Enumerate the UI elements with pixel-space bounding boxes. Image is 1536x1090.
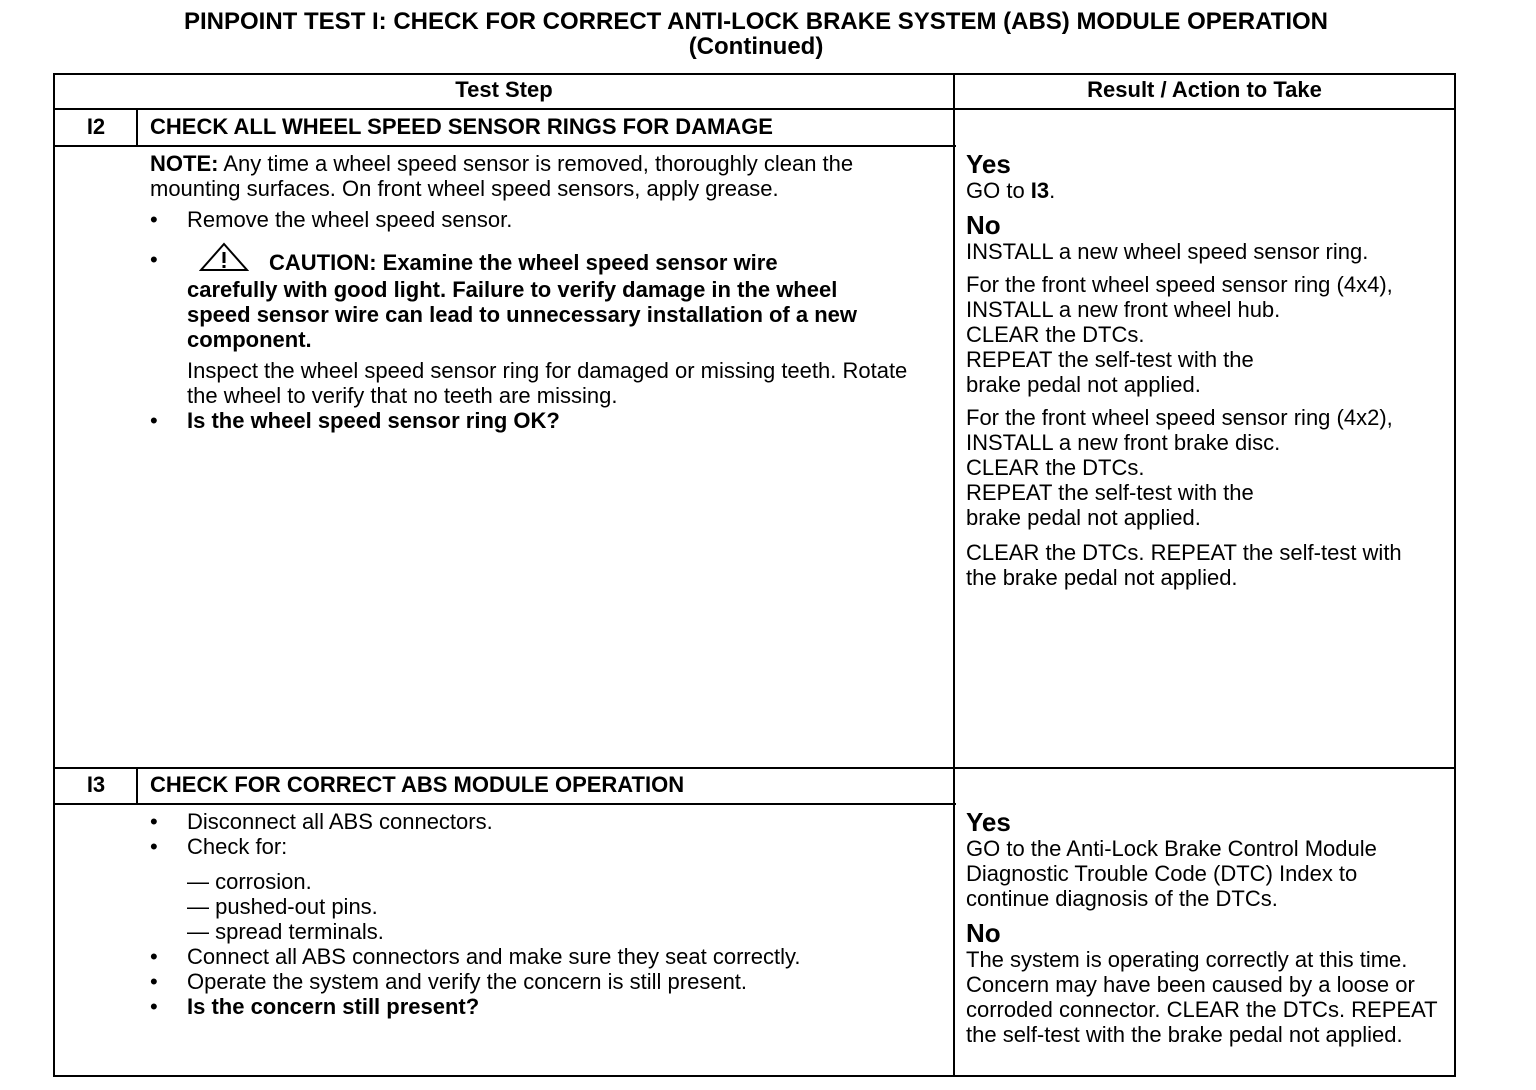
note-text: Any time a wheel speed sensor is removed, thoroughly clean the mounting surfaces. On front wheel speed sensors, apply grease. [150, 151, 854, 201]
list-item [150, 809, 940, 834]
no-action-2d: brake pedal not applied. [966, 372, 1201, 397]
step-i2-body [150, 151, 940, 433]
list-item [150, 408, 940, 433]
no-action-4: CLEAR the DTCs. REPEAT the self-test with the brake pedal not applied. [966, 540, 1402, 590]
step-text: Operate the system and verify the concern is still present. [187, 969, 748, 994]
no-action-2b: CLEAR the DTCs. [966, 322, 1145, 347]
bullet: • [150, 207, 158, 232]
header-test-step: Test Step [455, 77, 553, 102]
note [150, 151, 940, 201]
i3-id-divider [136, 767, 138, 805]
go-to-step-link[interactable]: I3 [1030, 178, 1050, 203]
sub-text: corrosion. [215, 869, 312, 894]
dash: — [187, 894, 209, 919]
step-i3-body [150, 809, 940, 1019]
bullet: • [150, 944, 158, 969]
step-i3-id: I3 [86, 772, 106, 797]
table-border-right [1454, 73, 1456, 1077]
step-text: Remove the wheel speed sensor. [187, 207, 513, 232]
yes-action: GO to the Anti-Lock Brake Control Module Diagnostic Trouble Code (DTC) Index to continue diagnosis of the DTCs. [966, 836, 1377, 911]
yes-label: Yes [966, 807, 1011, 837]
list-item [150, 994, 940, 1019]
note-label: NOTE: [150, 151, 219, 176]
dash: — [187, 869, 209, 894]
sub-text: pushed-out pins. [215, 894, 378, 919]
i3-title-divider [53, 803, 956, 805]
yes-action [966, 178, 1450, 203]
list-item [150, 944, 940, 969]
caution-item [150, 242, 867, 352]
warning-icon [199, 242, 249, 277]
step-text: Connect all ABS connectors and make sure they seat correctly. [187, 944, 801, 969]
step-question: Is the wheel speed sensor ring OK? [187, 408, 560, 433]
yes-go-text: GO to [966, 178, 1031, 203]
no-action-2: For the front wheel speed sensor ring (4x4), INSTALL a new front wheel hub. [966, 272, 1393, 322]
table-border-top [53, 73, 1456, 75]
table-border-bottom [53, 1075, 1456, 1077]
list-item [150, 834, 940, 859]
step-text: Disconnect all ABS connectors. [187, 809, 493, 834]
inspect-text [150, 358, 940, 408]
bullet: • [150, 969, 158, 994]
step-i2-id: I2 [86, 114, 106, 139]
bullet: • [150, 994, 158, 1019]
title-line-2: (Continued) [688, 33, 824, 60]
i2-id-divider [136, 108, 138, 147]
yes-end-text: . [1049, 178, 1056, 203]
sub-item [150, 869, 940, 894]
yes-label: Yes [966, 149, 1011, 179]
sub-item [150, 894, 940, 919]
step-question: Is the concern still present? [187, 994, 480, 1019]
header-result: Result / Action to Take [1087, 77, 1322, 102]
list-item [150, 969, 940, 994]
no-label: No [966, 918, 1001, 948]
table-border-left [53, 73, 55, 1077]
row-divider [53, 767, 1456, 769]
step-i2-result [966, 150, 1450, 590]
title-line-1: PINPOINT TEST I: CHECK FOR CORRECT ANTI-LOCK BRAKE SYSTEM (ABS) MODULE OPERATION [184, 8, 1328, 35]
column-divider [953, 73, 955, 1077]
caution-text: CAUTION: Examine the wheel speed sensor wire carefully with good light. Failure to verify damage in the wheel speed sensor wire can lead to unnecessary installation of a new component. [187, 250, 858, 352]
step-i3-title: CHECK FOR CORRECT ABS MODULE OPERATION [150, 772, 685, 797]
header-divider [53, 108, 1456, 110]
no-action-3: For the front wheel speed sensor ring (4x2), INSTALL a new front brake disc. [966, 405, 1393, 455]
step-i3-result [966, 808, 1450, 1047]
no-action-3b: CLEAR the DTCs. [966, 455, 1145, 480]
no-action: The system is operating correctly at this time. Concern may have been caused by a loose or corroded connector. CLEAR the DTCs. REPEAT the self-test with the brake pedal not applied. [966, 947, 1438, 1047]
bullet: • [150, 834, 158, 859]
i2-title-divider [53, 145, 956, 147]
bullet: • [150, 809, 158, 834]
sub-text: spread terminals. [215, 919, 384, 944]
no-action-2c: REPEAT the self-test with the [966, 347, 1254, 372]
dash: — [187, 919, 209, 944]
sub-item [150, 919, 940, 944]
inspect-text-content: Inspect the wheel speed sensor ring for damaged or missing teeth. Rotate the wheel to verify that no teeth are missing. [187, 358, 908, 408]
no-label: No [966, 210, 1001, 240]
page-title [0, 9, 1512, 59]
step-text: Check for: [187, 834, 288, 859]
no-action-3d: brake pedal not applied. [966, 505, 1201, 530]
step-i2-title: CHECK ALL WHEEL SPEED SENSOR RINGS FOR DAMAGE [150, 114, 773, 139]
bullet: • [150, 247, 158, 272]
list-item [150, 207, 940, 232]
bullet: • [150, 408, 158, 433]
no-action-1: INSTALL a new wheel speed sensor ring. [966, 239, 1369, 264]
no-action-3c: REPEAT the self-test with the [966, 480, 1254, 505]
